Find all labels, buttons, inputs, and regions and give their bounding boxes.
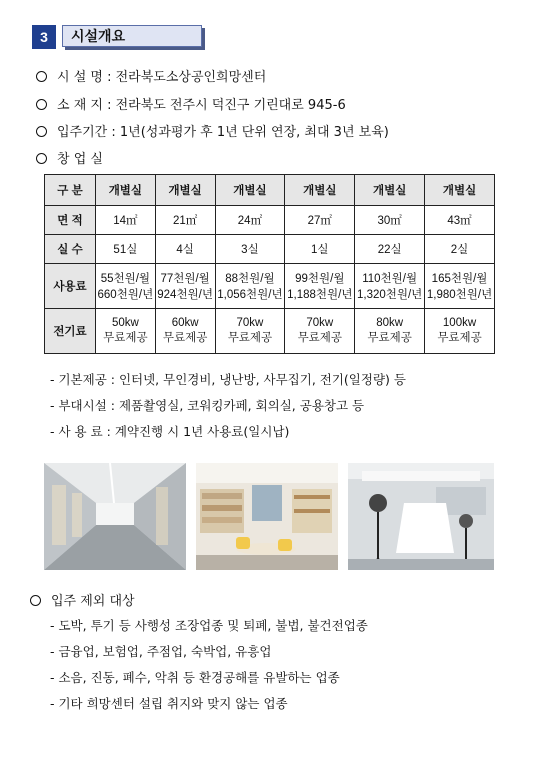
table-column-header: 개별실 <box>355 175 425 206</box>
table-column-header: 개별실 <box>285 175 355 206</box>
row-label: 전기료 <box>45 309 96 354</box>
circle-bullet-icon <box>36 126 47 137</box>
table-column-header: 개별실 <box>155 175 215 206</box>
circle-bullet-icon <box>30 595 41 606</box>
table-cell: 3실 <box>215 235 285 264</box>
electricity-note: 무료제공 <box>103 332 148 344</box>
fee-monthly: 55천원/월 <box>100 273 151 285</box>
row-label: 면 적 <box>45 206 96 235</box>
fee-yearly: 1,320천원/년 <box>356 289 423 301</box>
fee-yearly: 1,056천원/년 <box>217 289 283 301</box>
overview-value: 전라북도소상공인희망센터 <box>115 70 267 85</box>
table-cell: 4실 <box>155 235 215 264</box>
table-cell <box>215 264 285 309</box>
table-row <box>45 206 495 235</box>
fee-monthly: 99천원/월 <box>295 273 345 285</box>
electricity-amount: 100kw <box>442 317 477 329</box>
section-title: 시설개요 <box>62 25 202 47</box>
table-header-label: 구 분 <box>45 175 96 206</box>
table-cell: 2실 <box>425 235 495 264</box>
table-row <box>45 309 495 354</box>
table-cell: 21㎡ <box>155 206 215 235</box>
table-header-row <box>45 175 495 206</box>
electricity-note: 무료제공 <box>162 332 208 344</box>
facility-table <box>44 174 495 354</box>
table-cell: 1실 <box>285 235 355 264</box>
photo-coworking-cafe <box>196 463 338 570</box>
table-cell <box>96 264 156 309</box>
table-cell <box>215 309 285 354</box>
photo-product-studio <box>348 463 494 570</box>
fee-monthly: 165천원/월 <box>431 273 488 285</box>
table-cell: 30㎡ <box>355 206 425 235</box>
fee-monthly: 88천원/월 <box>225 273 275 285</box>
note-fee: - 사 용 료 : 계약진행 시 1년 사용료(일시납) <box>50 424 290 439</box>
table-column-header: 개별실 <box>425 175 495 206</box>
overview-item-location <box>36 94 346 113</box>
electricity-note: 무료제공 <box>297 332 342 344</box>
row-label: 사용료 <box>45 264 96 309</box>
table-cell <box>285 309 355 354</box>
table-cell <box>155 264 215 309</box>
exclusion-item: - 도박, 투기 등 사행성 조장업종 및 퇴폐, 불법, 불건전업종 <box>50 618 368 633</box>
exclusion-item: - 소음, 진동, 폐수, 악취 등 환경공해를 유발하는 업종 <box>50 670 340 685</box>
table-cell <box>155 309 215 354</box>
table-cell: 43㎡ <box>425 206 495 235</box>
electricity-amount: 70kw <box>236 317 264 329</box>
table-cell <box>355 264 425 309</box>
note-facilities: - 부대시설 : 제품촬영실, 코워킹카페, 회의실, 공용창고 등 <box>50 398 365 413</box>
electricity-note: 무료제공 <box>227 332 273 344</box>
table-row <box>45 264 495 309</box>
electricity-note: 무료제공 <box>437 332 482 344</box>
row-label: 실 수 <box>45 235 96 264</box>
table-cell <box>355 309 425 354</box>
table-cell: 51실 <box>96 235 156 264</box>
fee-monthly: 110천원/월 <box>362 273 418 285</box>
circle-bullet-icon <box>36 153 47 164</box>
electricity-note: 무료제공 <box>367 332 412 344</box>
fee-yearly: 924천원/년 <box>157 289 213 301</box>
electricity-amount: 70kw <box>306 317 334 329</box>
circle-bullet-icon <box>36 99 47 110</box>
fee-yearly: 1,980천원/년 <box>426 289 493 301</box>
circle-bullet-icon <box>36 71 47 82</box>
overview-item-name <box>36 66 266 85</box>
overview-label: 창 업 실 <box>57 152 103 167</box>
overview-item-period <box>36 121 389 140</box>
overview-item-startup-rooms <box>36 148 103 167</box>
fee-monthly: 77천원/월 <box>160 273 210 285</box>
note-basic-provision: - 기본제공 : 인터넷, 무인경비, 냉난방, 사무집기, 전기(일정량) 등 <box>50 372 406 387</box>
table-cell <box>96 309 156 354</box>
facility-photos <box>44 463 494 570</box>
electricity-amount: 80kw <box>376 317 404 329</box>
section-number: 3 <box>32 25 56 49</box>
fee-yearly: 1,188천원/년 <box>287 289 353 301</box>
exclusion-title: 입주 제외 대상 <box>51 594 135 609</box>
electricity-amount: 50kw <box>111 317 139 329</box>
overview-label: 소 재 지 : <box>57 98 112 113</box>
table-cell <box>425 309 495 354</box>
table-row <box>45 235 495 264</box>
table-cell: 22실 <box>355 235 425 264</box>
fee-yearly: 660천원/년 <box>97 289 154 301</box>
overview-value: 전라북도 전주시 덕진구 기린대로 945-6 <box>115 98 346 113</box>
table-column-header: 개별실 <box>215 175 285 206</box>
exclusion-title-line <box>30 590 135 609</box>
table-cell: 27㎡ <box>285 206 355 235</box>
photo-hallway <box>44 463 186 570</box>
exclusion-item: - 금융업, 보험업, 주점업, 숙박업, 유흥업 <box>50 644 272 659</box>
table-cell: 24㎡ <box>215 206 285 235</box>
table-column-header: 개별실 <box>96 175 156 206</box>
table-cell <box>285 264 355 309</box>
table-cell: 14㎡ <box>96 206 156 235</box>
exclusion-item: - 기타 희망센터 설립 취지와 맞지 않는 업종 <box>50 696 288 711</box>
overview-label: 시 설 명 : <box>57 70 112 85</box>
electricity-amount: 60kw <box>171 317 199 329</box>
table-cell <box>425 264 495 309</box>
overview-value: 1년(성과평가 후 1년 단위 연장, 최대 3년 보육) <box>119 125 389 140</box>
overview-label: 입주기간 : <box>57 125 116 140</box>
